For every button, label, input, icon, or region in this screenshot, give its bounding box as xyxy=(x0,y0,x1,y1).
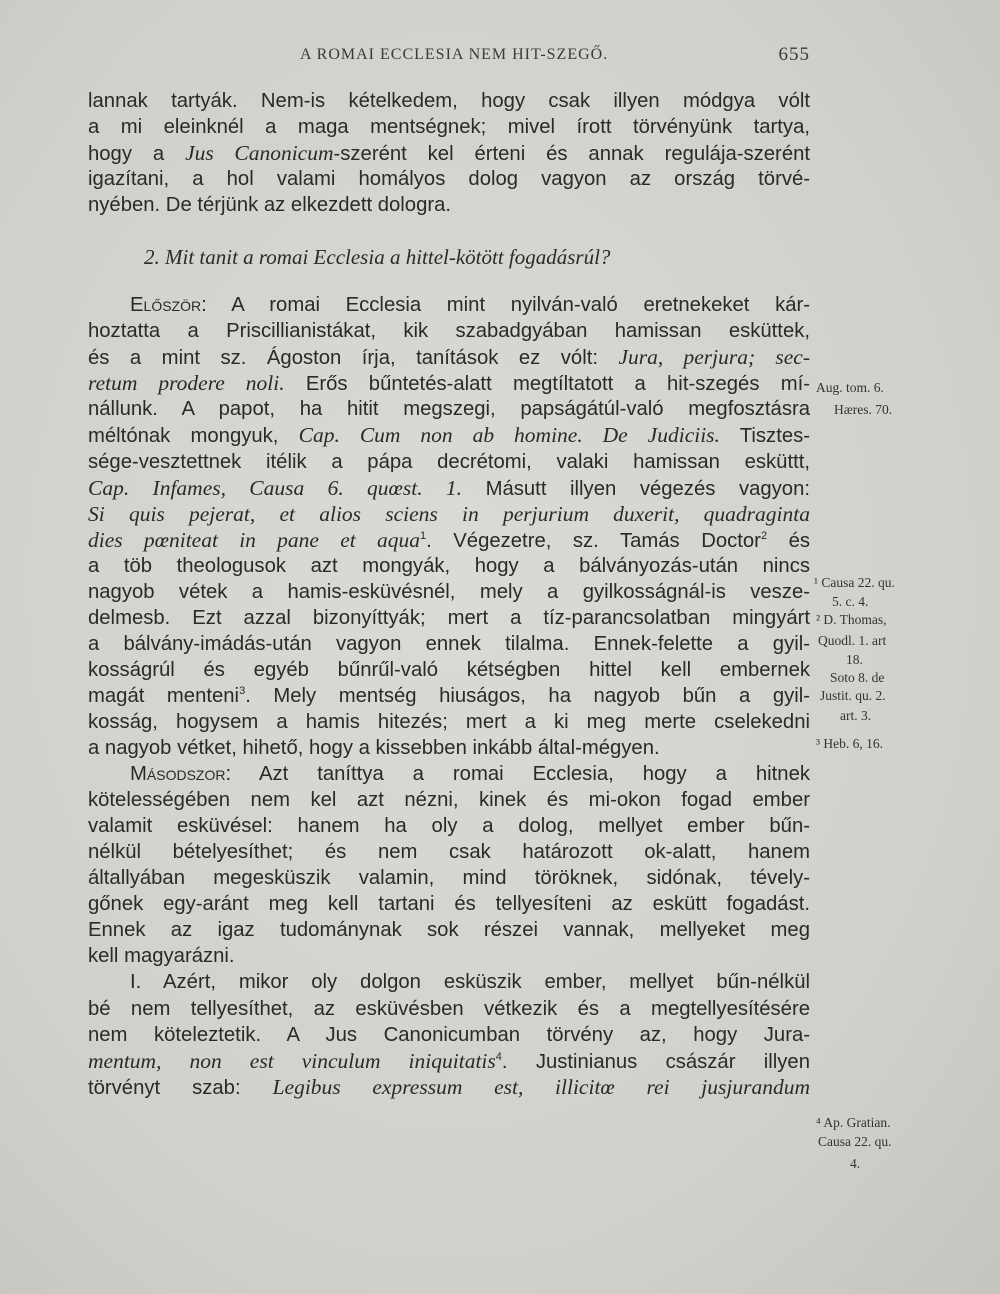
text-line: a bálvány-imádás-után vagyon ennek tilalma. Ennek-felette a gyil- xyxy=(88,632,810,655)
text-line: kosság, hogysem a hamis hitezés; mert a ki meg merte cselekedni xyxy=(88,710,810,733)
margin-note: ³ Heb. 6, 16. xyxy=(816,736,884,751)
text-line: sége-vesztettnek itélik a pápa decrétomi, valaki hamissan esküttt, xyxy=(88,450,810,473)
text-line: Si quis pejerat, et alios sciens in perjurium duxerit, quadraginta xyxy=(88,501,810,526)
margin-note: Hæres. 70. xyxy=(834,402,893,417)
text-line: bé nem tellyesíthet, az esküvésben vétkezik és a megtellyesítésére xyxy=(88,997,810,1020)
text-line: igazítani, a hol valami homályos dolog vagyon az ország törvé- xyxy=(88,168,810,191)
margin-note: ⁴ Ap. Gratian. xyxy=(816,1115,891,1130)
text-line: nagyob vétek a hamis-esküvésnél, mely a gyilkosságnál-is vesze- xyxy=(88,580,810,603)
margin-note: Justit. qu. 2. xyxy=(820,688,886,703)
text-line: hogy a Jus Canonicum-szerént kel érteni és annak regulája-szerént xyxy=(88,141,810,166)
section-heading: 2. Mit tanit a romai Ecclesia a hittel-kötött fogadásrúl? xyxy=(144,245,611,270)
text-line: méltónak mongyuk, Cap. Cum non ab homine. De Judiciis. Tisztes- xyxy=(88,423,810,448)
text-line: hoztatta a Priscillianistákat, kik szabadgyában hamissan esküttek, xyxy=(88,320,810,343)
text-line: Másodszor: Azt taníttya a romai Ecclesia, hogy a hitnek xyxy=(130,763,810,786)
text-line: nállunk. A papot, ha hitit megszegi, papságátúl-való megfosztásra xyxy=(88,398,810,421)
text-line: delmesb. Ezt azzal bizonyíttyák; mert a tíz-parancsolatban mingyárt xyxy=(88,606,810,629)
text-line: retum prodere noli. Erős bűntetés-alatt megtíltatott a hit-szegés mí- xyxy=(88,371,810,396)
margin-note: ² D. Thomas, xyxy=(816,612,887,627)
text-line: I. Azért, mikor oly dolgon esküszik ember, mellyet bűn-nélkül xyxy=(130,971,810,994)
text-line: Ennek az igaz tudománynak sok részei vannak, mellyeket meg xyxy=(88,919,810,942)
blank-line xyxy=(88,218,810,242)
margin-note: Quodl. 1. art xyxy=(818,633,887,648)
text-line: nem köteleztetik. A Jus Canonicumban törvény az, hogy Jura- xyxy=(88,1023,810,1046)
text-line: Cap. Infames, Causa 6. quœst. 1. Másutt illyen végezés vagyon: xyxy=(88,475,810,500)
text-line: és a mint sz. Ágoston írja, tanítások ez vólt: Jura, perjura; sec- xyxy=(88,345,810,370)
text-line: valamit esküvésel: hanem ha oly a dolog, mellyet ember bűn- xyxy=(88,815,810,838)
text-line: gőnek egy-aránt meg kell tartani és tellyesíteni az eskütt fogadást. xyxy=(88,893,810,916)
text-line: kell magyarázni. xyxy=(88,945,235,968)
text-line: lannak tartyák. Nem-is kételkedem, hogy csak illyen módgya vólt xyxy=(88,90,810,112)
main-text xyxy=(88,88,810,1100)
margin-note: Aug. tom. 6. xyxy=(816,380,884,395)
margin-note: art. 3. xyxy=(840,708,872,723)
text-line: a töb theologusok azt mongyák, hogy a bálványozás-után nincs xyxy=(88,554,810,577)
text-line: általlyában megesküszik valamin, mind töröknek, sidónak, tévely- xyxy=(88,867,810,890)
margin-note: Soto 8. de xyxy=(830,670,885,685)
text-line: törvényt szab: Legibus expressum est, illicitœ rei jusjurandum xyxy=(88,1074,810,1099)
margin-note: 18. xyxy=(846,652,863,667)
margin-note: ¹ Causa 22. qu. xyxy=(814,575,895,590)
text-line: magát menteni$^3$. Mely mentség hiuságos, ha nagyob bűn a gyil- xyxy=(88,684,810,707)
text-line: mentum, non est vinculum iniquitatis$^4$. Justinianus császár illyen xyxy=(88,1048,810,1073)
margin-note: 5. c. 4. xyxy=(832,594,869,609)
text-line: a nagyob vétket, hihető, hogy a kissebben inkább által-mégyen. xyxy=(88,737,660,760)
text-line: nyében. De térjünk az elkezdett dologra. xyxy=(88,194,452,217)
running-header xyxy=(88,46,810,72)
text-line: nélkül bételyesíthet; és nem csak határozott ok-alatt, hanem xyxy=(88,841,810,864)
margin-note: 4. xyxy=(850,1156,861,1171)
text-line: dies pœniteat in pane et aqua$^1$. Végezetre, sz. Tamás Doctor$^2$ és xyxy=(88,527,810,552)
running-title: A ROMAI ECCLESIA NEM HIT-SZEGŐ. xyxy=(300,46,609,63)
text-line: Először: A romai Ecclesia mint nyilván-való eretnekeket kár- xyxy=(130,294,810,317)
text-line: a mi eleinknél a maga mentségnek; mivel írott törvényünk tartya, xyxy=(88,116,810,139)
text-line: kötelességében nem kel azt nézni, kinek és mi-okon fogad ember xyxy=(88,789,810,812)
text-line: kosságrúl és egyéb bűnrűl-való kétségben hittel kell embernek xyxy=(88,658,810,681)
page-number: 655 xyxy=(778,44,810,65)
marginal-notes xyxy=(812,0,1000,1294)
margin-note: Causa 22. qu. xyxy=(818,1134,892,1149)
